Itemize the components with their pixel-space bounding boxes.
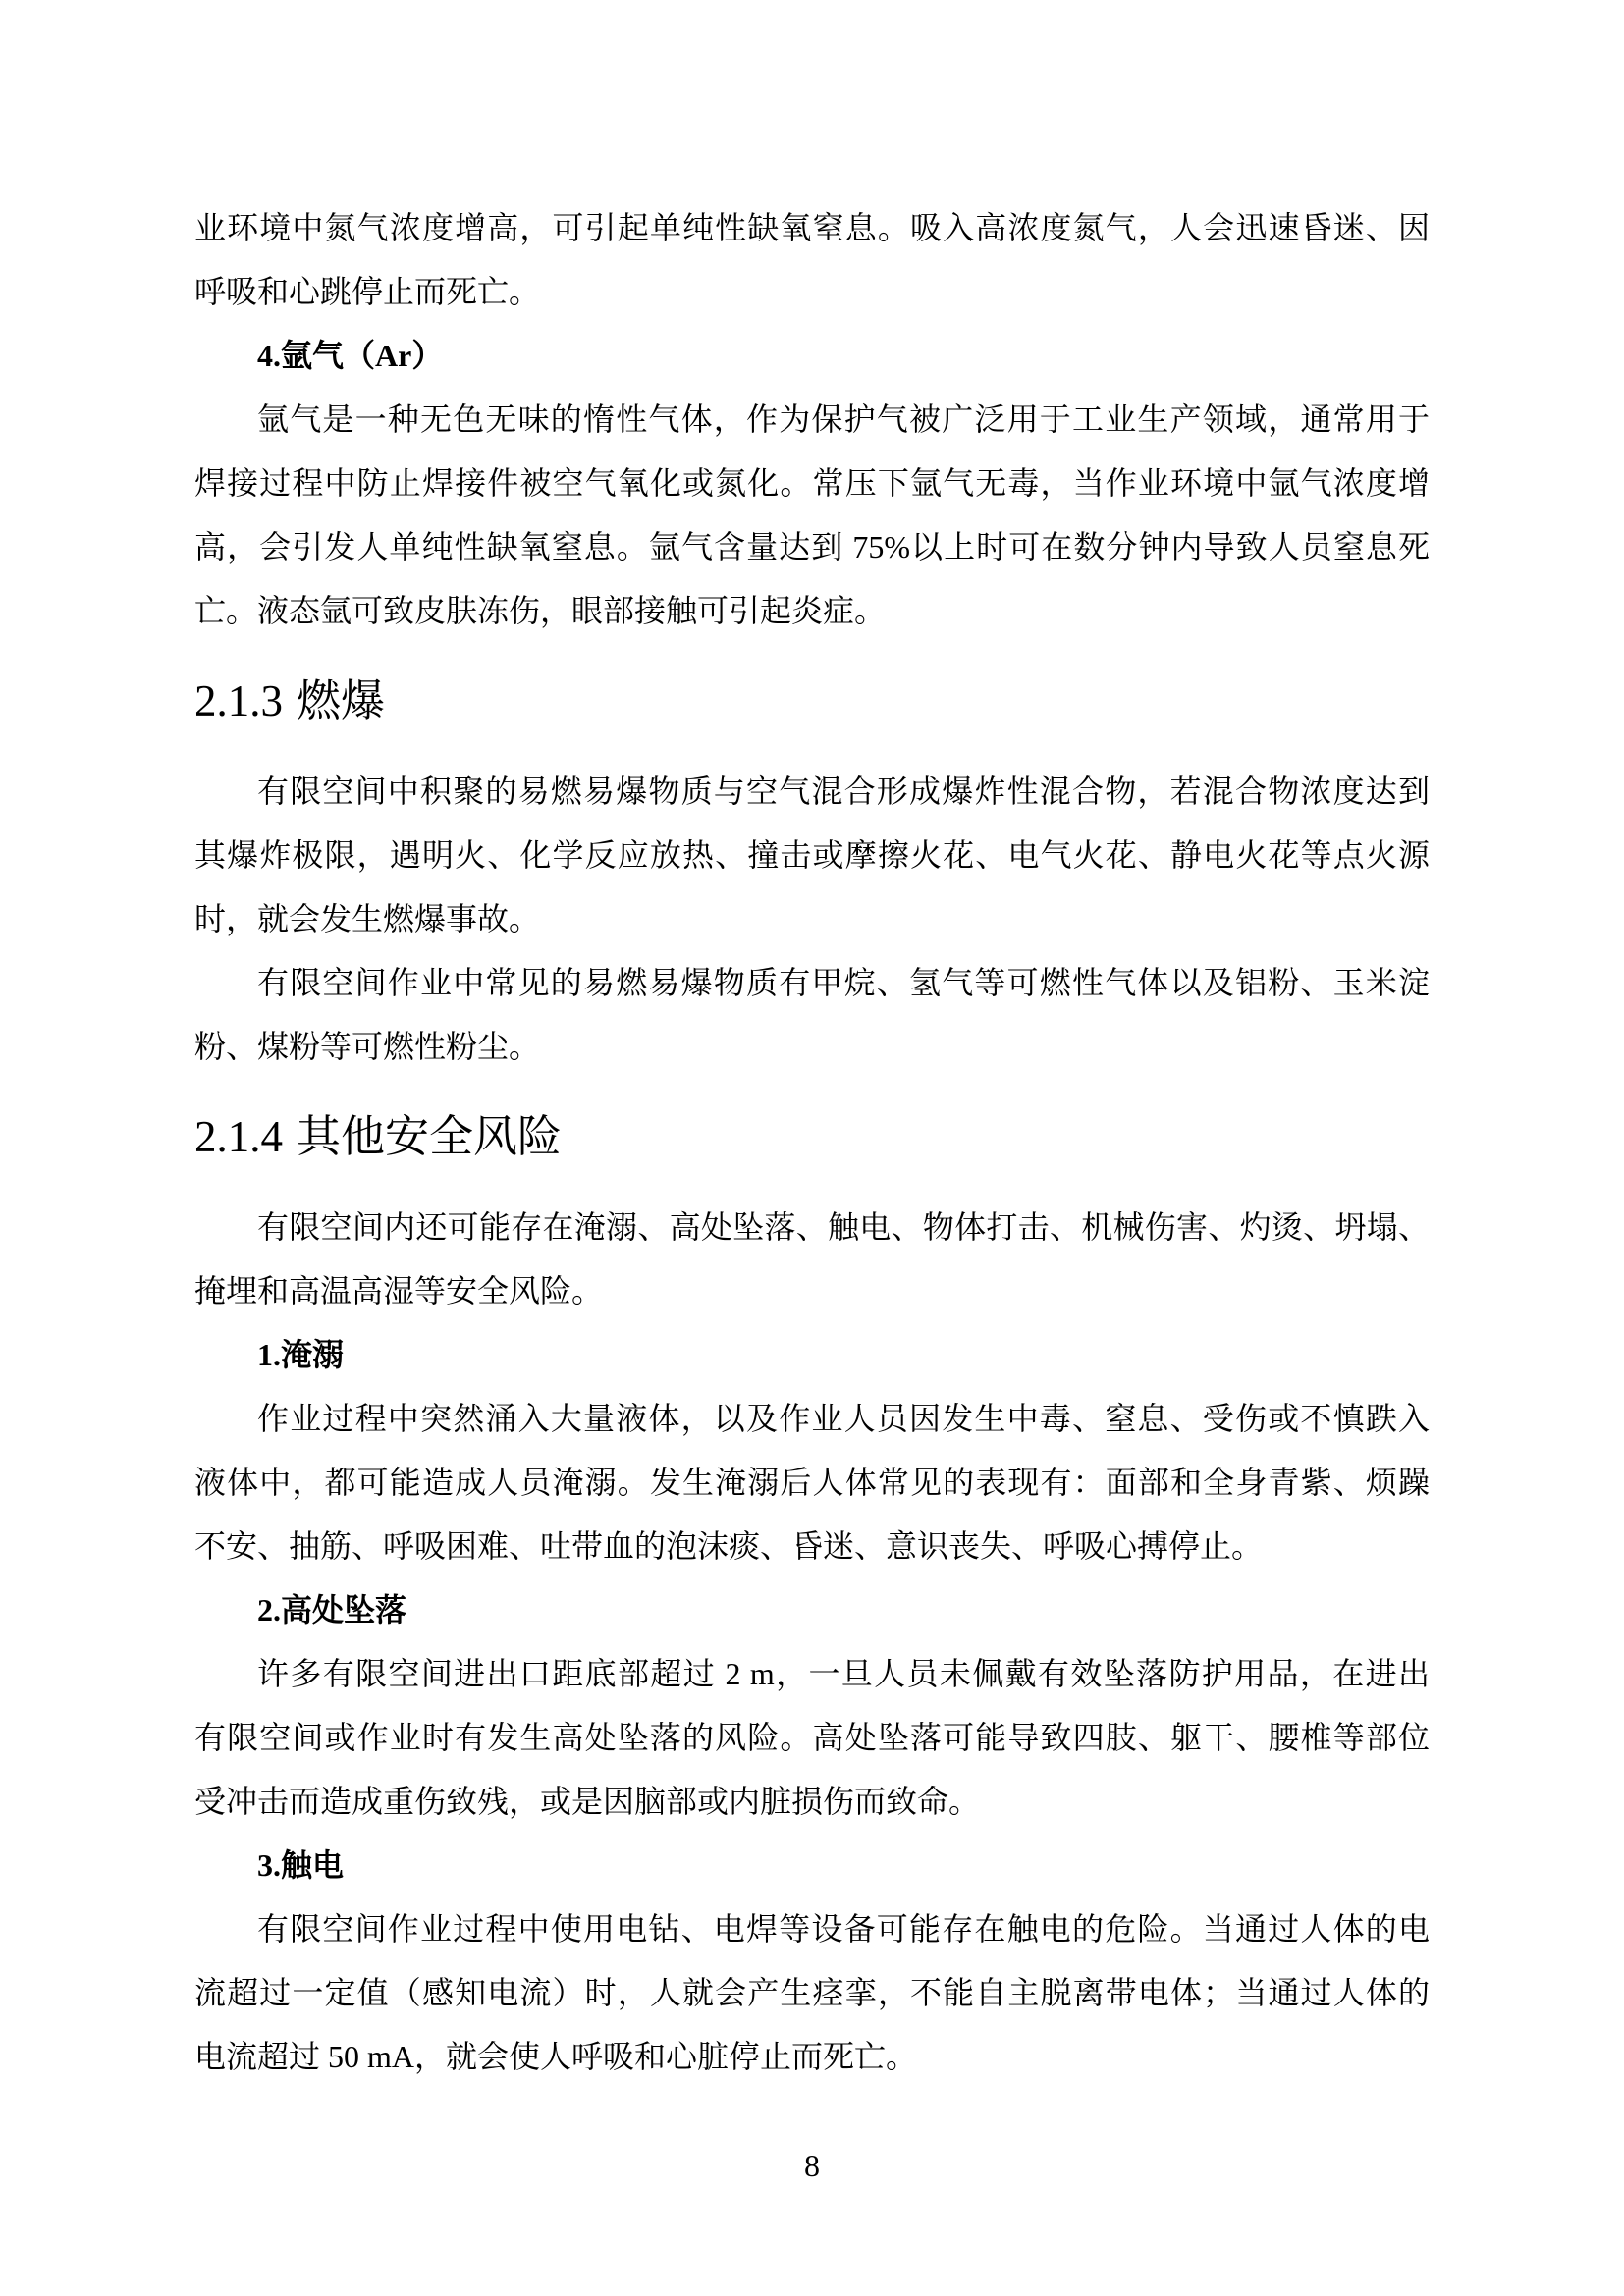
paragraph-line: 有限空间或作业时有发生高处坠落的风险。高处坠落可能导致四肢、躯干、腰椎等部位 xyxy=(194,1720,1430,1755)
paragraph-line: 亡。液态氩可致皮肤冻伤，眼部接触可引起炎症。 xyxy=(194,593,887,628)
paragraph-line: 有限空间作业中常见的易燃易爆物质有甲烷、氢气等可燃性气体以及铝粉、玉米淀 xyxy=(257,965,1430,1000)
paragraph-line: 时，就会发生燃爆事故。 xyxy=(194,901,541,936)
paragraph-line: 流超过一定值（感知电流）时，人就会产生痉挛，不能自主脱离带电体；当通过人体的 xyxy=(194,1975,1430,2010)
paragraph-line: 受冲击而造成重伤致残，或是因脑部或内脏损伤而致命。 xyxy=(194,1784,981,1819)
section-heading xyxy=(194,1105,1430,1169)
bold-subheading: 2.高处坠落 xyxy=(257,1592,407,1628)
section-heading-number: 2.1.4 xyxy=(194,1112,283,1161)
paragraph-line: 电流超过 50 mA，就会使人呼吸和心脏停止而死亡。 xyxy=(194,2039,918,2074)
paragraph-line: 呼吸和心跳停止而死亡。 xyxy=(194,274,541,309)
document-content xyxy=(194,196,1430,2089)
section-heading-number: 2.1.3 xyxy=(194,676,283,725)
paragraph-line: 有限空间内还可能存在淹溺、高处坠落、触电、物体打击、机械伤害、灼烫、坍塌、 xyxy=(257,1209,1430,1245)
paragraph-line: 不安、抽筋、呼吸困难、吐带血的泡沫痰、昏迷、意识丧失、呼吸心搏停止。 xyxy=(194,1528,1264,1564)
paragraph-line: 掩埋和高温高湿等安全风险。 xyxy=(194,1273,604,1308)
bold-subheading: 1.淹溺 xyxy=(257,1337,345,1372)
paragraph-line: 业环境中氮气浓度增高，可引起单纯性缺氧窒息。吸入高浓度氮气，人会迅速昏迷、因 xyxy=(194,210,1430,245)
section-heading-title: 燃爆 xyxy=(297,676,386,725)
paragraph-line: 有限空间中积聚的易燃易爆物质与空气混合形成爆炸性混合物，若混合物浓度达到 xyxy=(257,774,1430,809)
paragraph-line: 高，会引发人单纯性缺氧窒息。氩气含量达到 75%以上时可在数分钟内导致人员窒息死 xyxy=(194,529,1430,564)
paragraph-line: 粉、煤粉等可燃性粉尘。 xyxy=(194,1029,541,1064)
paragraph-line: 液体中，都可能造成人员淹溺。发生淹溺后人体常见的表现有：面部和全身青紫、烦躁 xyxy=(194,1465,1430,1500)
paragraph-line: 有限空间作业过程中使用电钻、电焊等设备可能存在触电的危险。当通过人体的电 xyxy=(257,1911,1430,1947)
section-heading-title: 其他安全风险 xyxy=(297,1112,563,1161)
paragraph-line: 焊接过程中防止焊接件被空气氧化或氮化。常压下氩气无毒，当作业环境中氩气浓度增 xyxy=(194,465,1430,501)
paragraph-line: 许多有限空间进出口距底部超过 2 m，一旦人员未佩戴有效坠落防护用品，在进出 xyxy=(257,1656,1430,1691)
paragraph-line: 氩气是一种无色无味的惰性气体，作为保护气被广泛用于工业生产领域，通常用于 xyxy=(257,401,1430,437)
bold-subheading: 4.氩气（Ar） xyxy=(257,338,444,373)
bold-subheading: 3.触电 xyxy=(257,1847,345,1883)
paragraph-line: 作业过程中突然涌入大量液体，以及作业人员因发生中毒、窒息、受伤或不慎跌入 xyxy=(257,1401,1430,1436)
page-number: 8 xyxy=(804,2148,820,2183)
paragraph-line: 其爆炸极限，遇明火、化学反应放热、撞击或摩擦火花、电气火花、静电火花等点火源 xyxy=(194,837,1430,873)
section-heading xyxy=(194,669,1430,733)
